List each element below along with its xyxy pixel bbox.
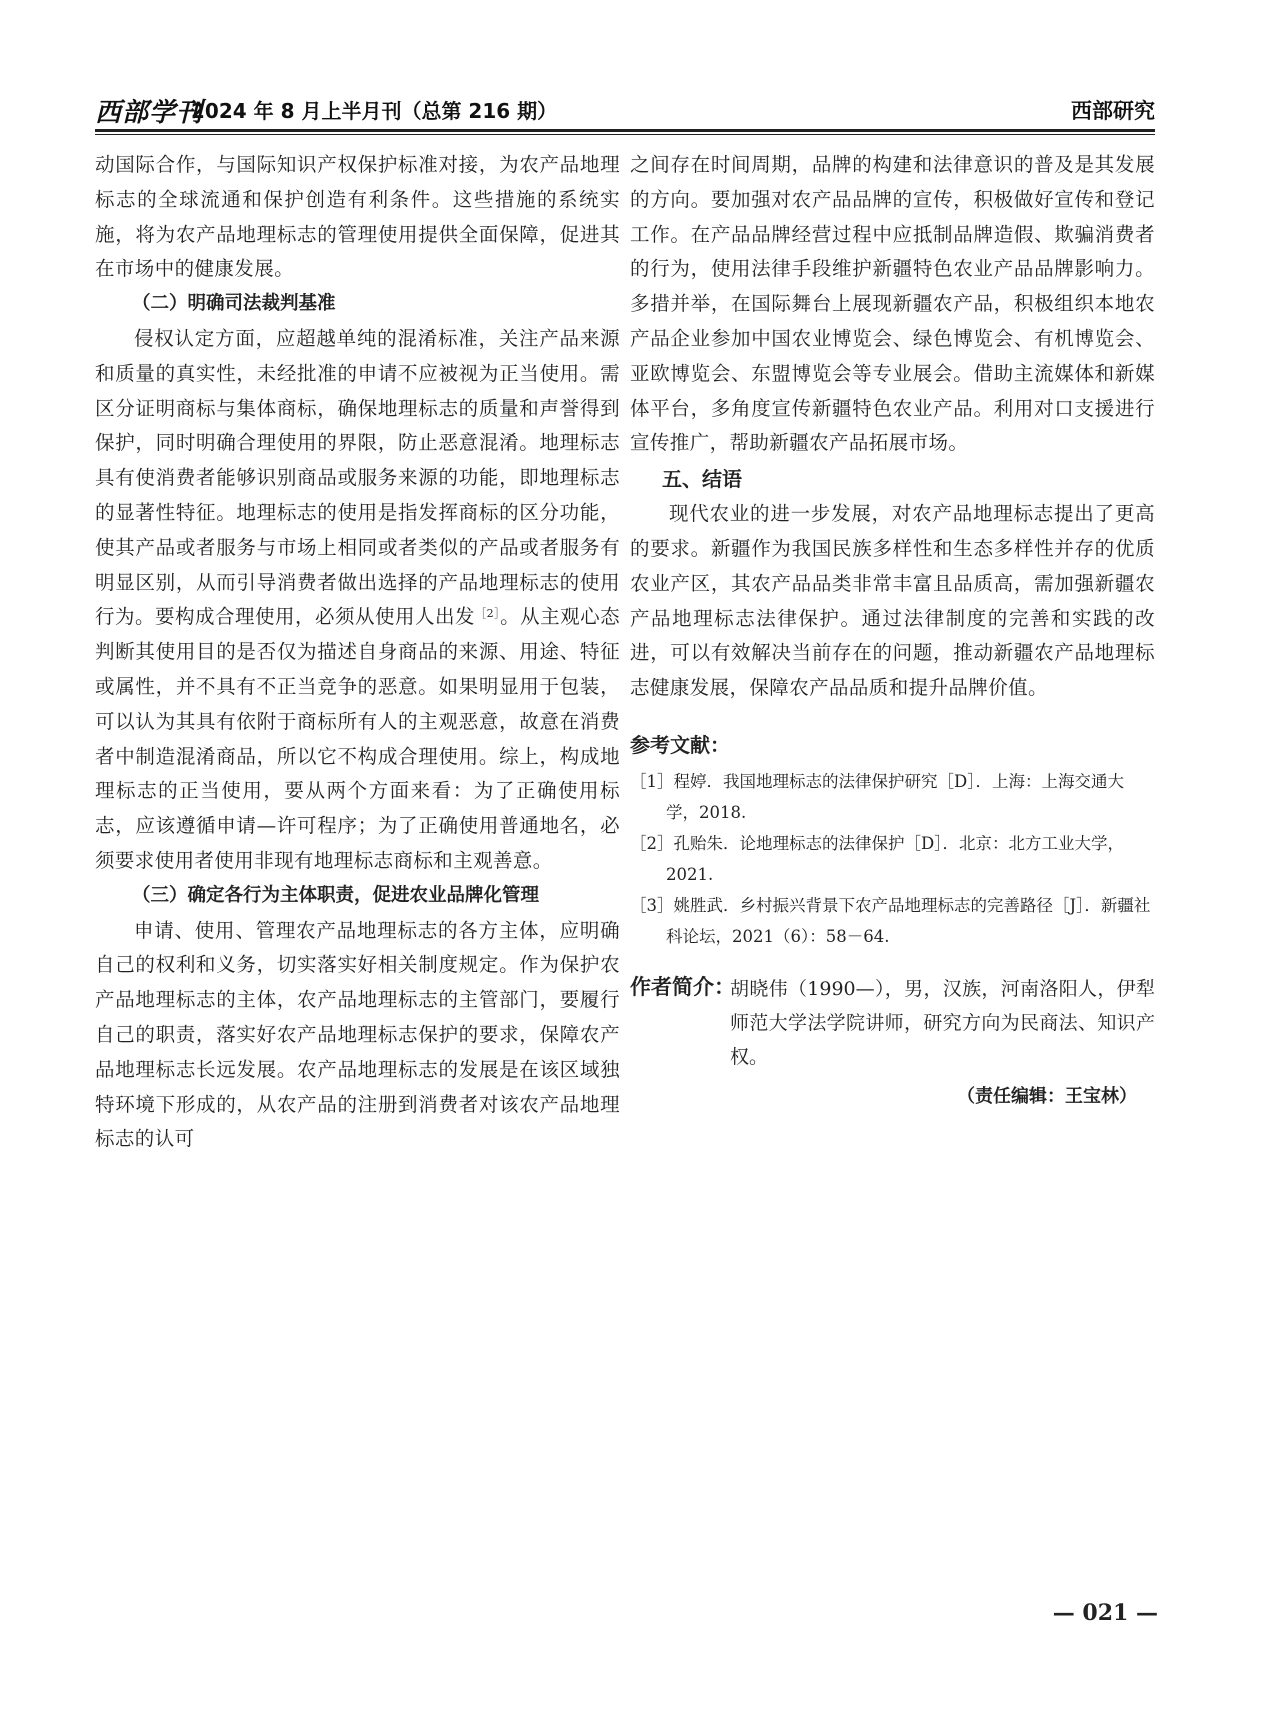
author-label: 作者简介：: [630, 974, 735, 999]
reference-item: ［3］姚胜武．乡村振兴背景下农产品地理标志的完善路径［J］．新疆社科论坛，2021（6）：58－64.: [630, 895, 1151, 946]
subsection-heading: （三）确定各行为主体职责，促进农业品牌化管理: [132, 884, 540, 906]
reference-item: ［1］程婷．我国地理标志的法律保护研究［D］．上海：上海交通大学，2018.: [630, 771, 1124, 822]
left-column: [95, 148, 620, 1157]
body-paragraph: 之间存在时间周期，品牌的构建和法律意识的普及是其发展的方向。要加强对农产品品牌的宣传，积极做好宣传和登记工作。在产品品牌经营过程中应抵制品牌造假、欺骗消费者的行为，使用法律手段维护新疆特色农业产品品牌影响力。多措并举，在国际舞台上展现新疆农产品，积极组织本地农产品企业参加中国农业博览会、绿色博览会、有机博览会、亚欧博览会、东盟博览会等专业展会。借助主流媒体和新媒体平台，多角度宣传新疆特色农业产品。利用对口支援进行宣传推广，帮助新疆农产品拓展市场。: [630, 153, 1155, 455]
body-paragraph: 动国际合作，与国际知识产权保护标准对接，为农产品地理标志的全球流通和保护创造有利条件。这些措施的系统实施，将为农产品地理标志的管理使用提供全面保障，促进其在市场中的健康发展。: [95, 153, 620, 281]
paragraph-text: 。从主观心态判断其使用目的是否仅为描述自身商品的来源、用途、特征或属性，并不具有不正当竞争的恶意。如果明显用于包装，可以认为其具有依附于商标所有人的主观恶意，故意在消费者中制造混淆商品，所以它不构成合理使用。综上，构成地理标志的正当使用，要从两个方面来看：为了正确使用标志，应该遵循申请—许可程序；为了正确使用普通地名，必须要求使用者使用非现有地理标志商标和主观善意。: [95, 605, 620, 872]
section-name: 西部研究: [1071, 99, 1155, 123]
right-column: [630, 148, 1155, 1112]
issue-info: 2024 年 8 月上半月刊（总第 216 期）: [191, 99, 558, 123]
paragraph-text: 侵权认定方面，应超越单纯的混淆标准，关注产品来源和质量的真实性，未经批准的申请不应被视为正当使用。需区分证明商标与集体商标，确保地理标志的质量和声誉得到保护，同时明确合理使用的界限，防止恶意混淆。地理标志具有使消费者能够识别商品或服务来源的功能，即地理标志的显著性特征。地理标志的使用是指发挥商标的区分功能，使其产品或者服务与市场上相同或者类似的产品或者服务有明显区别，从而引导消费者做出选择的产品地理标志的使用行为。要构成合理使用，必须从使用人出发: [95, 326, 620, 629]
reference-item: ［2］孔贻朱．论地理标志的法律保护［D］．北京：北方工业大学，2021.: [630, 833, 1124, 884]
references-title: 参考文献：: [630, 732, 730, 757]
header-rule-thin: [95, 134, 1155, 135]
responsible-editor: （责任编辑：王宝林）: [957, 1085, 1137, 1107]
author-bio: [630, 972, 1155, 1074]
body-paragraph: 申请、使用、管理农产品地理标志的各方主体，应明确自己的权利和义务，切实落实好相关制度规定。作为保护农产品地理标志的主体，农产品地理标志的主管部门，要履行自己的职责，落实好农产品地理标志保护的要求，保障农产品地理标志长远发展。农产品地理标志的发展是在该区域独特环境下形成的，从农产品的注册到消费者对该农产品地理标志的认可: [95, 918, 620, 1151]
author-text: 胡晓伟（1990—），男，汉族，河南洛阳人，伊犁师范大学法学院讲师，研究方向为民商法、知识产权。: [730, 977, 1155, 1068]
citation-marker: ［2］: [475, 607, 501, 621]
page-number: — 021 —: [1052, 1600, 1158, 1626]
subsection-heading: （二）明确司法裁判基准: [132, 293, 336, 315]
header-rule: [95, 129, 1155, 132]
body-paragraph: [95, 322, 620, 879]
journal-logo: 西部学刊: [95, 98, 204, 128]
body-paragraph: 现代农业的进一步发展，对农产品地理标志提出了更高的要求。新疆作为我国民族多样性和生态多样性并存的优质农业产区，其农产品品类非常丰富且品质高，需加强新疆农产品地理标志法律保护。通过法律制度的完善和实践的改进，可以有效解决当前存在的问题，推动新疆农产品地理标志健康发展，保障农产品品质和提升品牌价值。: [630, 502, 1155, 700]
page-header: [95, 92, 1155, 128]
section-heading: 五、结语: [662, 467, 742, 492]
